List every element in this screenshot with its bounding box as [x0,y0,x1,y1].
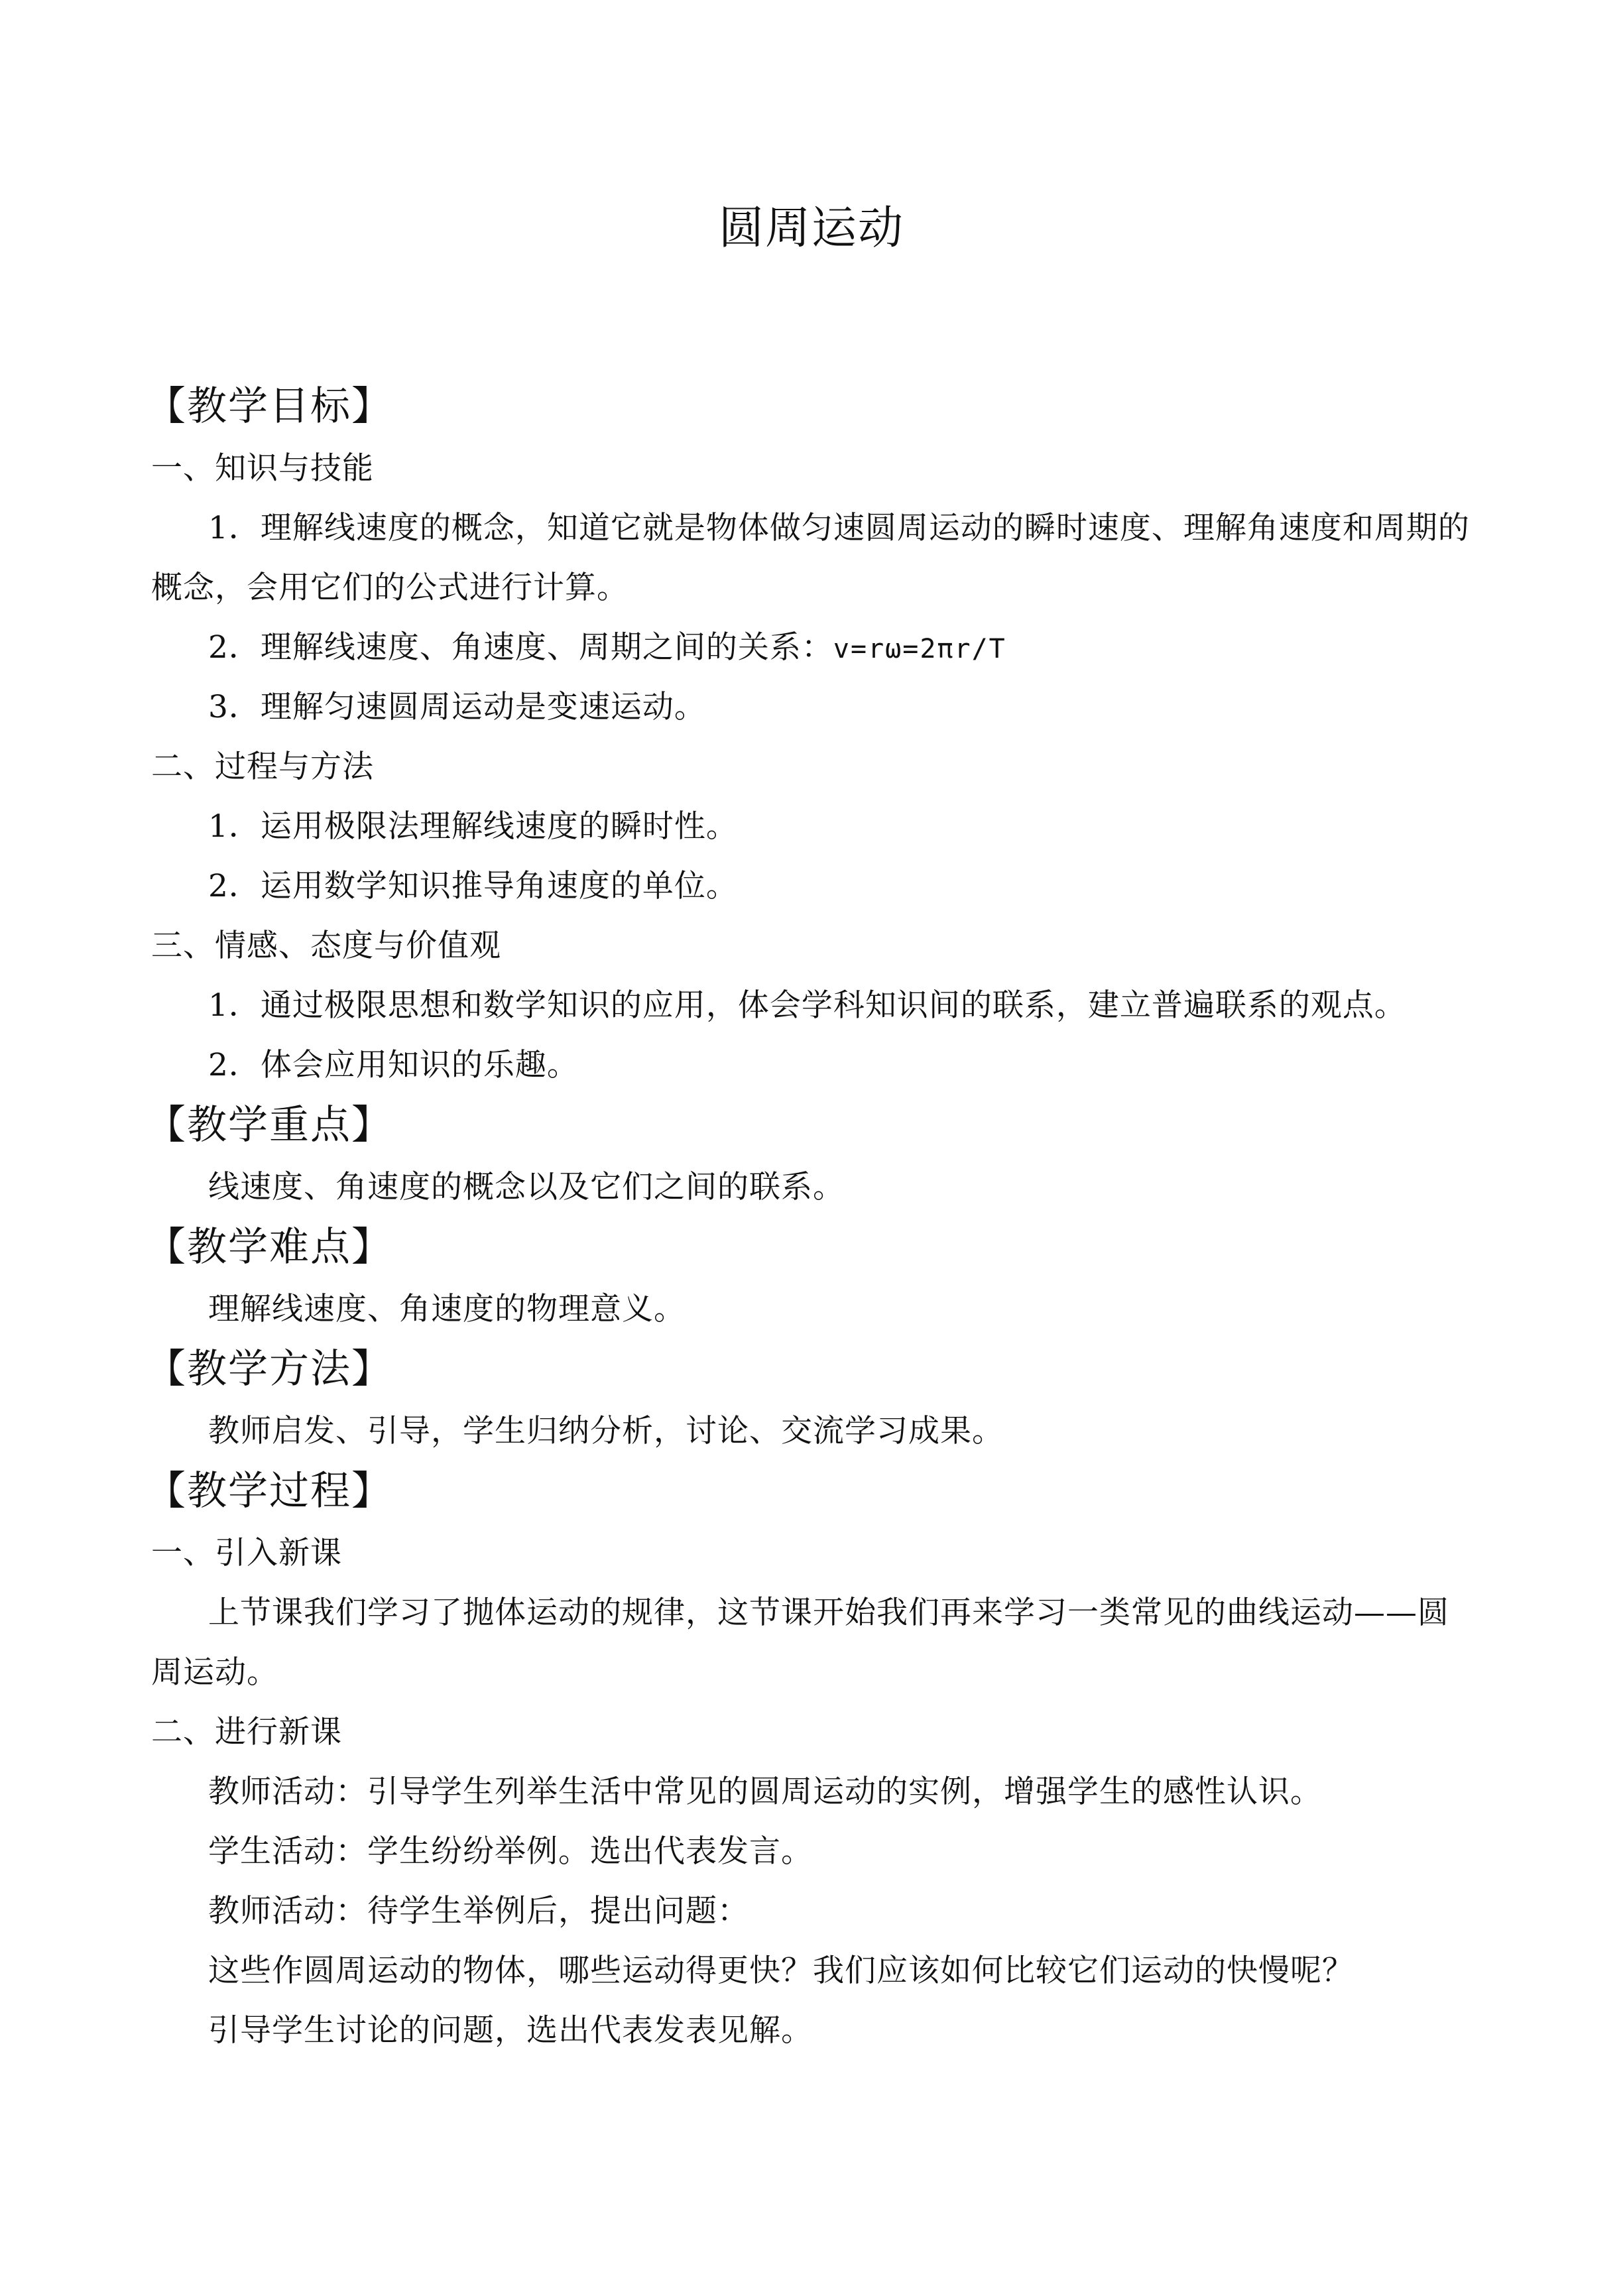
formula: v=rω=2πr/T [833,634,1006,664]
paragraph: 上节课我们学习了抛体运动的规律，这节课开始我们再来学习一类常见的曲线运动——圆周运动。 [151,1595,1449,1691]
paragraph: 1．理解线速度的概念，知道它就是物体做匀速圆周运动的瞬时速度、理解角速度和周期的概念，会用它们的公式进行计算。 [151,510,1470,606]
section-heading-process: 【教学过程】 [146,1468,392,1514]
paragraph: 2．运用数学知识推导角速度的单位。 [208,868,738,904]
paragraph: 引导学生讨论的问题，选出代表发表见解。 [208,2012,813,2049]
paragraph: 3．理解匀速圆周运动是变速运动。 [208,689,706,725]
paragraph: 2．体会应用知识的乐趣。 [208,1047,579,1083]
subheading-knowledge-skills: 一、知识与技能 [151,450,374,487]
subheading-intro: 一、引入新课 [151,1535,342,1571]
section-heading-objectives: 【教学目标】 [146,383,392,430]
section-heading-methods: 【教学方法】 [146,1346,392,1392]
paragraph: 线速度、角速度的概念以及它们之间的联系。 [208,1169,845,1205]
paragraph: 这些作圆周运动的物体，哪些运动得更快？我们应该如何比较它们运动的快慢呢？ [208,1953,1354,1989]
document-body [146,377,1476,2061]
subheading-process-method: 二、过程与方法 [151,749,374,785]
subheading-attitude-values: 三、情感、态度与价值观 [151,928,501,964]
paragraph: 1．通过极限思想和数学知识的应用，体会学科知识间的联系，建立普遍联系的观点。 [208,987,1406,1024]
paragraph [151,618,1476,678]
subheading-new-lesson: 二、进行新课 [151,1714,342,1750]
paragraph: 理解线速度、角速度的物理意义。 [208,1291,686,1327]
section-heading-key-points: 【教学重点】 [146,1102,392,1148]
relation-text: 2．理解线速度、角速度、周期之间的关系： [208,629,833,666]
document-title: 圆周运动 [718,202,904,255]
paragraph: 教师活动：待学生举例后，提出问题： [208,1893,749,1929]
paragraph: 1．运用极限法理解线速度的瞬时性。 [208,808,738,845]
section-heading-difficulties: 【教学难点】 [146,1224,392,1270]
paragraph: 学生活动：学生纷纷举例。选出代表发言。 [208,1833,813,1870]
paragraph: 教师启发、引导，学生归纳分析，讨论、交流学习成果。 [208,1413,1004,1449]
paragraph: 教师活动：引导学生列举生活中常见的圆周运动的实例，增强学生的感性认识。 [208,1774,1322,1810]
